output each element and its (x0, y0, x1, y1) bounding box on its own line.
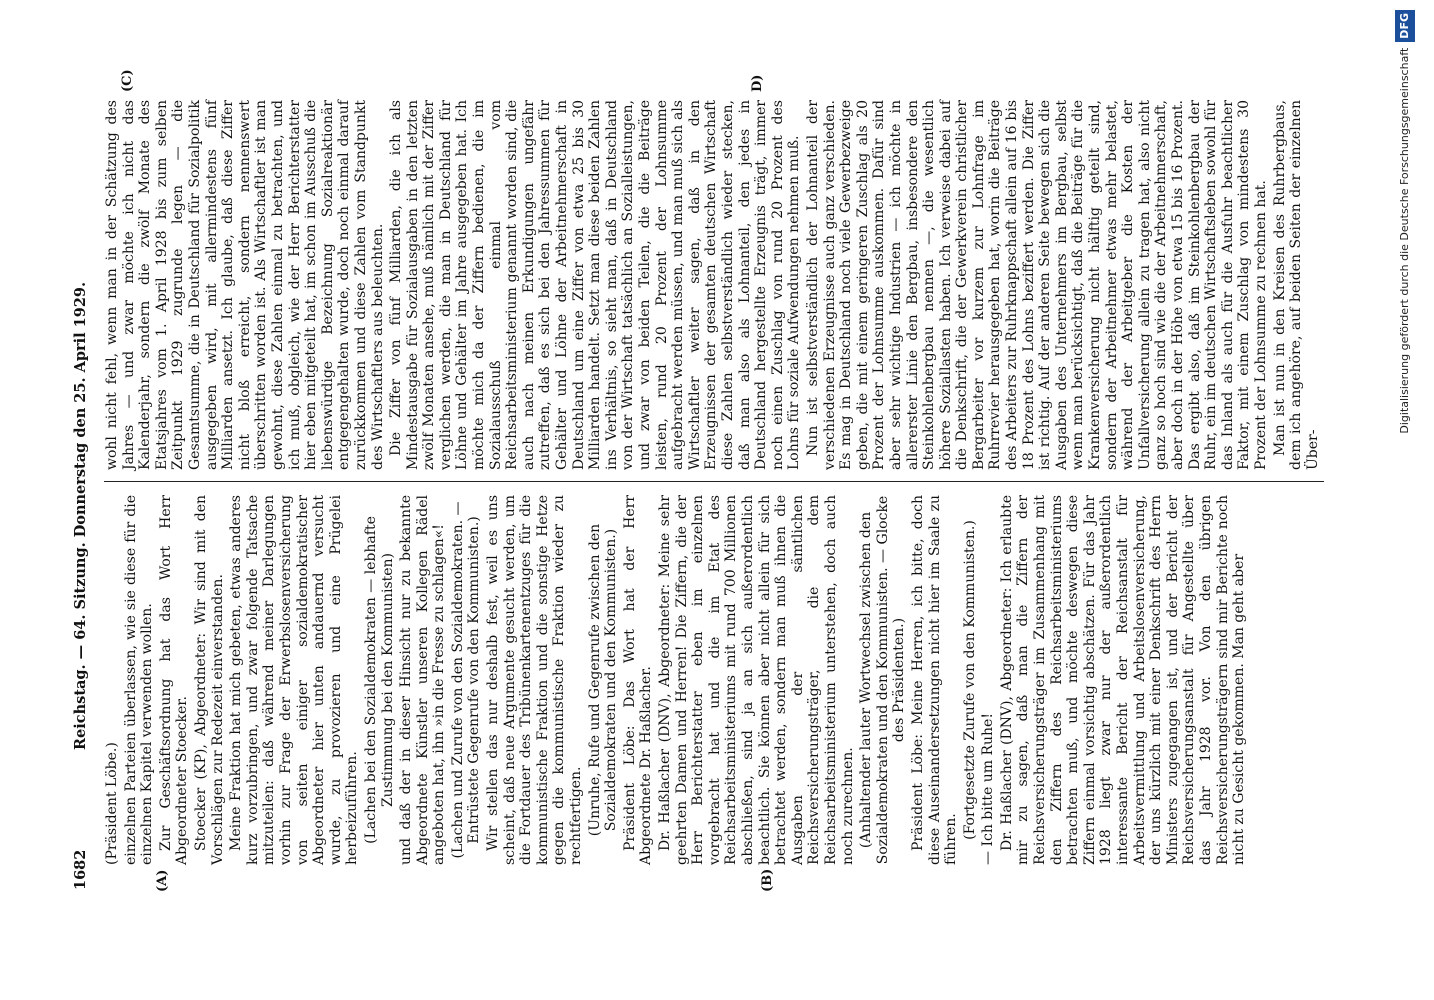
paragraph: Dr. Haßlacher (DNV), Abgeordneter: Meine sehr geehrten Damen und Herren! Die Ziffern, die der Herr Berichterstatter eben im einzelnen vorgebracht hat und die im Etat des Reichsarbeitsministeriums mit rund 700 Millionen abschließen, sind ja an sich außerordentlich beachtlich. Sie können aber nicht allein für sich betrachtet werden, sondern man muß ihnen die Ausgaben der sämtlichen Reichsversicherungsträger, die dem Reichsarbeitsministerium unterstehen, doch auch noch zurechnen. (657, 495, 856, 865)
right-column (104, 100, 1323, 470)
scanned-page (60, 60, 1360, 900)
paragraph: — Ich bitte um Ruhe! (980, 713, 997, 865)
paragraph: Wir stellen das nur deshalb fest, weil es uns scheint, daß neue Argumente gesucht werden, um die Fortdauer des Tribünenkartenentzuges für die kommunistische Fraktion und die sonstige Hetze gegen die kommunistische Fraktion wieder zu rechtfertigen. (485, 495, 585, 865)
paragraph: Nun ist selbstverständlich der Lohnanteil der verschiedenen Erzeugnisse auch ganz verschieden. Es mag in Deutschland noch viele Gewerbezweige geben, die mit einem geringeren Zuschlag als 20 Prozent der Lohnsumme auskommen. Dafür sind aber sehr wichtige Industrien — ich möchte in allererster Linie den Bergbau, insbesondere den Steinkohlenbergbau nennen —, die wesentlich höhere Soziallasten haben. Ich verweise dabei auf die Denkschrift, die der Gewerkverein christlicher Bergarbeiter vor kurzem zur Lohnfrage im Ruhrrevier herausgegeben hat, worin die Beiträge des Arbeiters zur Ruhrknappschaft allein auf 16 bis 18 Prozent des Lohns beziffert werden. Die Ziffer ist richtig. Auf der anderen Seite bewegen sich die Ausgaben des Unternehmers im Bergbau, selbst wenn man berücksichtigt, daß die Beiträge für die Krankenversicherung nicht hälftig geteilt sind, sondern der Arbeitnehmer etwas mehr belastet, während der Arbeitgeber die Kosten der Unfallversicherung allein zu tragen hat, also nicht ganz so hoch sind wie die der Arbeitnehmerschaft, aber doch in der Höhe von etwa 15 bis 16 Prozent. Das ergibt also, daß im Steinkohlenbergbau der Ruhr, ein im deutschen Wirtschaftsleben sowohl für das Inland als auch für die Ausfuhr beachtlicher Faktor, mit einem Zuschlag von mindestens 30 Prozent der Lohnsumme zu rechnen hat. (804, 100, 1269, 470)
margin-mark-b: (B) (760, 868, 775, 892)
attribution-text: Digitalisierung gefördert durch die Deutsche Forschungsgemeinschaft (1398, 47, 1411, 434)
paragraph: Dr. Haßlacher (DNV), Abgeordneter: Ich erlaubte mir zu sagen, daß man die Ziffern der Reichsversicherungsträger im Zusammenhang mit den Ziffern des Reichsarbeitsministeriums betrachten muß, und möchte deswegen diese Ziffern einmal vorsichtig abschätzen. Für das Jahr 1928 liegt zwar nur der außerordentlich interessante Bericht der Reichsanstalt für Arbeitsvermittlung und Arbeitslosenversicherung, der uns kürzlich mit einer Denkschrift des Herrn Ministers zugegangen ist, und der Bericht der Reichsversicherungsanstalt für Angestellte über das Jahr 1928 vor. Von den übrigen Reichsversicherungsträgern sind mir Berichte noch nicht zu Gesicht gekommen. Man geht aber (998, 495, 1248, 865)
speaker-note: (Präsident Löbe.) (104, 742, 120, 865)
attribution-sidebar (1395, 10, 1415, 990)
margin-mark-a: (A) (155, 869, 170, 892)
page-header (68, 70, 94, 890)
paragraph: Man ist nun in den Kreisen des Ruhrbergbaus, dem ich angehöre, auf beiden Seiten der einzelnen Über- (1271, 100, 1321, 470)
interjection: (Fortgesetzte Zurufe von den Kommunisten.) (961, 520, 978, 840)
paragraph: Zur Geschäftsordnung hat das Wort Herr Abgeordneter Stoecker. (157, 495, 191, 865)
dfg-badge: DFG (1395, 10, 1415, 42)
margin-mark-c: (C) (120, 69, 135, 92)
left-column (104, 495, 1250, 865)
paragraph: Präsident Löbe: Meine Herren, ich bitte, doch diese Auseinandersetzungen nicht hier im Saale zu führen. (909, 495, 960, 865)
paragraph: Präsident Löbe: Das Wort hat der Herr Abgeordnete Dr. Haßlacher. (621, 495, 655, 865)
page-number: 1682 (72, 849, 89, 890)
interjection: (Lachen bei den Sozialdemokraten — lebhafte Zustimmung bei den Kommunisten) (362, 516, 396, 844)
paragraph: wohl nicht fehl, wenn man in der Schätzung des Jahres — und zwar möchte ich nicht das Kalenderjahr, sondern die zwölf Monate des Etatsjahres vom 1. April 1928 bis zum selben Zeitpunkt 1929 zugrunde legen — die Gesamtsumme, die in Deutschland für Sozialpolitik ausgegeben wird, mit allermindestens fünf Milliarden ansetzt. Ich glaube, daß diese Ziffer nicht bloß erreicht, sondern nennenswert überschritten worden ist. Als Wirtschaftler ist man gewohnt, diese Zahlen einmal zu betrachten, und ich muß, obgleich, wie der Herr Berichterstatter hier eben mitgeteilt hat, im schon im Ausschuß die liebenswürdige Bezeichnung Sozialreaktionär entgegengehalten wurde, doch noch einmal darauf zurückkommen und diese Zahlen vom Standpunkt des Wirtschaftlers aus beleuchten. (104, 100, 386, 470)
paragraph: Die Ziffer von fünf Milliarden, die ich als Mindestausgabe für Sozialausgaben in den letzten zwölf Monaten ansehe, muß nämlich mit der Ziffer verglichen werden, die man in Deutschland für Löhne und Gehälter im Jahre ausgegeben hat. Ich möchte mich da der Ziffern bedienen, die im Sozialausschuß einmal vom Reichsarbeitsministerium genannt worden sind, die auch nach meinen Erkundigungen ungefähr zutreffen, daß es sich bei den Jahressummen für Gehälter und Löhne der Arbeitnehmerschaft in Deutschland um eine Ziffer von etwa 25 bis 30 Milliarden handelt. Setzt man diese beiden Zahlen ins Verhältnis, so sieht man, daß in Deutschland von der Wirtschaft tatsächlich an Sozialleistungen, und zwar von beiden Teilen, die die Beiträge leisten, rund 20 Prozent der Lohnsumme aufgebracht werden müssen, und man muß sich als Wirtschaftler weiter sagen, daß in den Erzeugnissen der gesamten deutschen Wirtschaft diese Zahlen selbstverständlich wieder stecken, daß man also als Lohnanteil, den jedes in Deutschland hergestellte Erzeugnis trägt, immer noch einen Zuschlag von rund 20 Prozent des Lohns für soziale Aufwendungen nehmen muß. (388, 100, 803, 470)
paragraph: Meine Fraktion hat mich gebeten, etwas anderes kurz vorzubringen, und zwar folgende Tatsache mitzuteilen: daß während meiner Darlegungen vorhin zur Frage der Erwerbslosenversicherung von seiten einiger sozialdemokratischer Abgeordneter hier unten andauernd versucht wurde, zu provozieren und eine Prügelei herbeizuführen. (228, 495, 361, 865)
paragraph: und daß der in dieser Hinsicht nur zu bekannte Abgeordnete Künstler unseren Kollegen Rädel angeboten hat, ihn »in die Fresse zu schlagen«! (398, 495, 448, 865)
interjection: (Unruhe, Rufe und Gegenrufe zwischen den Sozialdemokraten und den Kommunisten.) (586, 523, 620, 837)
column-divider (104, 481, 1324, 482)
page-content (60, 60, 1360, 900)
margin-mark-d: D) (750, 74, 765, 92)
interjection: (Lachen und Zurufe von den Sozialdemokraten. — Entrüstete Gegenrufe von den Kommunisten.) (449, 501, 483, 859)
interjection: (Anhaltender lauter Wortwechsel zwischen den Sozialdemokraten und den Kommunisten. — Glocke des Präsidenten.) (858, 495, 908, 865)
paragraph: Stoecker (KP), Abgeordneter: Wir sind mit den Vorschlägen zur Redezeit einverstanden. (192, 495, 226, 865)
paragraph: einzelnen Parteien überlassen, wie sie diese für die einzelnen Kapitel verwenden wollen. (122, 495, 156, 865)
page-title: Reichstag. — 64. Sitzung. Donnerstag den 25. April 1929. (72, 281, 89, 750)
